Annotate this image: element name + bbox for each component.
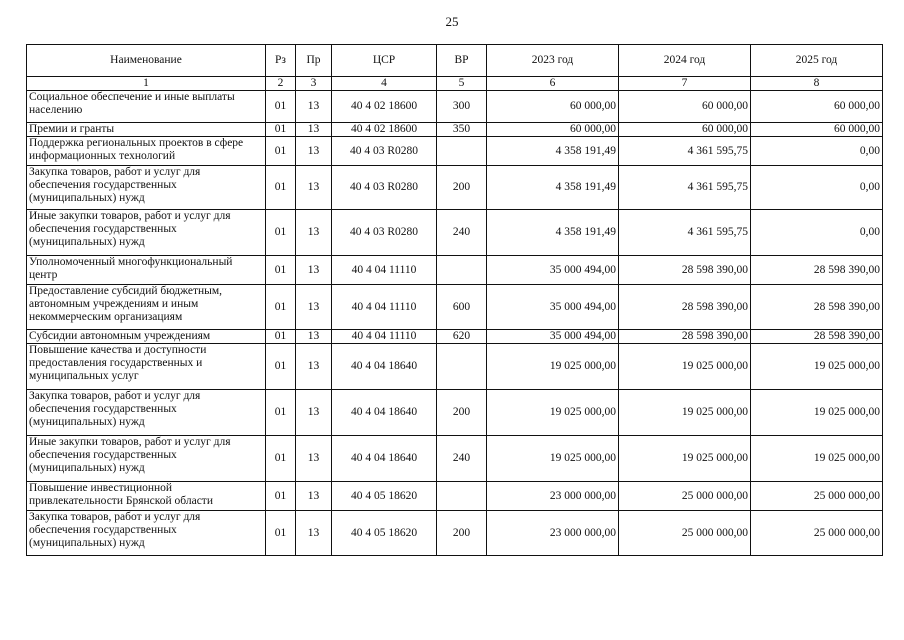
row-rz: 01 <box>266 344 296 390</box>
row-rz: 01 <box>266 91 296 123</box>
row-amount-2025: 0,00 <box>751 166 883 210</box>
header-vr: ВР <box>437 45 487 77</box>
row-rz: 01 <box>266 123 296 137</box>
row-amount-2024: 28 598 390,00 <box>619 256 751 285</box>
table-row <box>27 330 883 344</box>
header-csr: ЦСР <box>332 45 437 77</box>
row-csr: 40 4 04 11110 <box>332 330 437 344</box>
row-amount-2024: 28 598 390,00 <box>619 330 751 344</box>
row-rz: 01 <box>266 285 296 330</box>
budget-table <box>26 44 883 556</box>
row-pr: 13 <box>296 256 332 285</box>
column-number: 5 <box>437 77 487 91</box>
row-csr: 40 4 04 11110 <box>332 256 437 285</box>
row-amount-2023: 35 000 494,00 <box>487 330 619 344</box>
row-amount-2025: 19 025 000,00 <box>751 436 883 482</box>
row-amount-2024: 19 025 000,00 <box>619 390 751 436</box>
row-csr: 40 4 04 11110 <box>332 285 437 330</box>
column-number-row <box>27 77 883 91</box>
row-vr: 240 <box>437 210 487 256</box>
table-row <box>27 91 883 123</box>
row-amount-2023: 35 000 494,00 <box>487 285 619 330</box>
row-name: Уполномоченный многофункциональный центр <box>27 256 266 285</box>
row-amount-2024: 19 025 000,00 <box>619 436 751 482</box>
row-rz: 01 <box>266 390 296 436</box>
row-rz: 01 <box>266 210 296 256</box>
row-amount-2023: 19 025 000,00 <box>487 436 619 482</box>
column-number: 8 <box>751 77 883 91</box>
header-name: Наименование <box>27 45 266 77</box>
row-vr: 200 <box>437 511 487 556</box>
table-row <box>27 137 883 166</box>
row-name: Повышение инвестиционной привлекательности Брянской области <box>27 482 266 511</box>
row-amount-2025: 25 000 000,00 <box>751 482 883 511</box>
row-csr: 40 4 04 18640 <box>332 344 437 390</box>
row-rz: 01 <box>266 436 296 482</box>
row-vr <box>437 482 487 511</box>
row-amount-2023: 35 000 494,00 <box>487 256 619 285</box>
row-amount-2023: 23 000 000,00 <box>487 482 619 511</box>
row-vr: 300 <box>437 91 487 123</box>
row-rz: 01 <box>266 511 296 556</box>
row-pr: 13 <box>296 344 332 390</box>
row-amount-2023: 19 025 000,00 <box>487 344 619 390</box>
row-amount-2023: 60 000,00 <box>487 91 619 123</box>
header-rz: Рз <box>266 45 296 77</box>
row-name: Поддержка региональных проектов в сфере информационных технологий <box>27 137 266 166</box>
row-pr: 13 <box>296 285 332 330</box>
header-2023: 2023 год <box>487 45 619 77</box>
row-name: Закупка товаров, работ и услуг для обеспечения государственных (муниципальных) нужд <box>27 390 266 436</box>
row-rz: 01 <box>266 256 296 285</box>
row-amount-2025: 0,00 <box>751 210 883 256</box>
table-row <box>27 482 883 511</box>
row-name: Социальное обеспечение и иные выплаты населению <box>27 91 266 123</box>
row-name: Закупка товаров, работ и услуг для обеспечения государственных (муниципальных) нужд <box>27 511 266 556</box>
page-number: 25 <box>445 14 459 29</box>
row-name: Повышение качества и доступности предоставления государственных и муниципальных услуг <box>27 344 266 390</box>
column-number: 4 <box>332 77 437 91</box>
row-csr: 40 4 05 18620 <box>332 511 437 556</box>
row-amount-2024: 25 000 000,00 <box>619 482 751 511</box>
row-amount-2025: 60 000,00 <box>751 91 883 123</box>
row-amount-2024: 28 598 390,00 <box>619 285 751 330</box>
row-amount-2024: 60 000,00 <box>619 123 751 137</box>
row-vr: 620 <box>437 330 487 344</box>
row-amount-2025: 28 598 390,00 <box>751 285 883 330</box>
row-pr: 13 <box>296 330 332 344</box>
row-amount-2023: 60 000,00 <box>487 123 619 137</box>
row-amount-2023: 23 000 000,00 <box>487 511 619 556</box>
table-row <box>27 123 883 137</box>
row-rz: 01 <box>266 482 296 511</box>
header-2024: 2024 год <box>619 45 751 77</box>
row-pr: 13 <box>296 210 332 256</box>
row-name: Иные закупки товаров, работ и услуг для обеспечения государственных (муниципальных) нужд <box>27 436 266 482</box>
row-amount-2024: 4 361 595,75 <box>619 210 751 256</box>
row-csr: 40 4 04 18640 <box>332 436 437 482</box>
row-vr <box>437 344 487 390</box>
row-amount-2025: 28 598 390,00 <box>751 330 883 344</box>
row-vr <box>437 137 487 166</box>
row-pr: 13 <box>296 166 332 210</box>
row-amount-2025: 25 000 000,00 <box>751 511 883 556</box>
table-row <box>27 285 883 330</box>
row-amount-2024: 60 000,00 <box>619 91 751 123</box>
row-csr: 40 4 03 R0280 <box>332 137 437 166</box>
row-vr: 200 <box>437 390 487 436</box>
row-csr: 40 4 02 18600 <box>332 123 437 137</box>
table-row <box>27 256 883 285</box>
row-name: Субсидии автономным учреждениям <box>27 330 266 344</box>
row-amount-2023: 4 358 191,49 <box>487 137 619 166</box>
row-amount-2024: 4 361 595,75 <box>619 137 751 166</box>
row-name: Закупка товаров, работ и услуг для обеспечения государственных (муниципальных) нужд <box>27 166 266 210</box>
table-row <box>27 166 883 210</box>
row-pr: 13 <box>296 91 332 123</box>
row-amount-2023: 4 358 191,49 <box>487 166 619 210</box>
row-csr: 40 4 03 R0280 <box>332 166 437 210</box>
row-vr <box>437 256 487 285</box>
table-row <box>27 436 883 482</box>
column-number: 6 <box>487 77 619 91</box>
column-number: 2 <box>266 77 296 91</box>
row-vr: 600 <box>437 285 487 330</box>
row-vr: 240 <box>437 436 487 482</box>
row-pr: 13 <box>296 482 332 511</box>
row-amount-2023: 4 358 191,49 <box>487 210 619 256</box>
row-pr: 13 <box>296 123 332 137</box>
row-pr: 13 <box>296 511 332 556</box>
row-amount-2023: 19 025 000,00 <box>487 390 619 436</box>
row-amount-2025: 0,00 <box>751 137 883 166</box>
table-row <box>27 210 883 256</box>
row-rz: 01 <box>266 137 296 166</box>
row-name: Иные закупки товаров, работ и услуг для обеспечения государственных (муниципальных) нужд <box>27 210 266 256</box>
row-pr: 13 <box>296 137 332 166</box>
row-csr: 40 4 02 18600 <box>332 91 437 123</box>
row-rz: 01 <box>266 166 296 210</box>
row-amount-2024: 25 000 000,00 <box>619 511 751 556</box>
row-csr: 40 4 04 18640 <box>332 390 437 436</box>
row-amount-2024: 4 361 595,75 <box>619 166 751 210</box>
row-amount-2024: 19 025 000,00 <box>619 344 751 390</box>
header-2025: 2025 год <box>751 45 883 77</box>
row-vr: 200 <box>437 166 487 210</box>
column-number: 3 <box>296 77 332 91</box>
row-amount-2025: 60 000,00 <box>751 123 883 137</box>
row-csr: 40 4 03 R0280 <box>332 210 437 256</box>
row-amount-2025: 19 025 000,00 <box>751 390 883 436</box>
header-row <box>27 45 883 77</box>
row-name: Предоставление субсидий бюджетным, автономным учреждениям и иным некоммерческим организациям <box>27 285 266 330</box>
column-number: 1 <box>27 77 266 91</box>
row-csr: 40 4 05 18620 <box>332 482 437 511</box>
row-name: Премии и гранты <box>27 123 266 137</box>
column-number: 7 <box>619 77 751 91</box>
header-pr: Пр <box>296 45 332 77</box>
row-amount-2025: 19 025 000,00 <box>751 344 883 390</box>
row-vr: 350 <box>437 123 487 137</box>
table-row <box>27 390 883 436</box>
table-row <box>27 511 883 556</box>
row-amount-2025: 28 598 390,00 <box>751 256 883 285</box>
row-pr: 13 <box>296 436 332 482</box>
row-pr: 13 <box>296 390 332 436</box>
row-rz: 01 <box>266 330 296 344</box>
table-row <box>27 344 883 390</box>
